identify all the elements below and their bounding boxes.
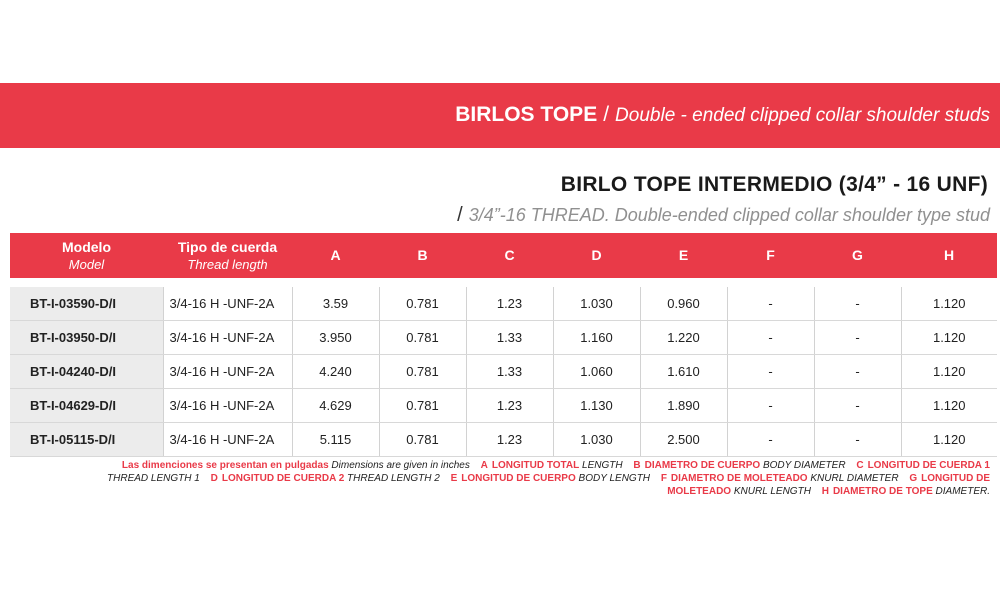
table-body bbox=[10, 283, 997, 457]
dimension-cell: 0.781 bbox=[379, 355, 466, 389]
dimension-cell: 1.030 bbox=[553, 423, 640, 457]
table-row bbox=[10, 423, 997, 457]
legend-key: E bbox=[450, 473, 458, 484]
column-header-sublabel: Model bbox=[68, 256, 105, 272]
legend-key: B bbox=[633, 460, 641, 471]
dimension-cell: 1.610 bbox=[640, 355, 727, 389]
notes-intro-en: Dimensions are given in inches bbox=[331, 460, 470, 471]
model-cell: BT-I-04240-D/I bbox=[10, 355, 163, 389]
dimension-cell: 1.220 bbox=[640, 321, 727, 355]
dimension-cell: 2.500 bbox=[640, 423, 727, 457]
column-header bbox=[553, 233, 640, 283]
legend-key: C bbox=[856, 460, 864, 471]
legend-label-es: LONGITUD DE CUERDA 2 bbox=[221, 473, 345, 484]
column-header-label: D bbox=[591, 247, 602, 263]
column-header-sublabel: Thread length bbox=[187, 256, 268, 272]
legend-label-en: LENGTH bbox=[582, 460, 623, 471]
column-header bbox=[814, 233, 901, 283]
table-row bbox=[10, 389, 997, 423]
dimension-cell: 0.781 bbox=[379, 321, 466, 355]
legend-label-en: DIAMETER. bbox=[935, 486, 990, 497]
thread-cell: 3/4-16 H -UNF-2A bbox=[163, 423, 292, 457]
column-header-label: G bbox=[852, 247, 863, 263]
legend-key: A bbox=[480, 460, 488, 471]
section-title: BIRLO TOPE INTERMEDIO (3/4” - 16 UNF) bbox=[560, 173, 988, 196]
legend-label-en: BODY DIAMETER bbox=[762, 460, 846, 471]
dimension-cell: 1.23 bbox=[466, 283, 553, 321]
legend-key: G bbox=[909, 473, 918, 484]
table-header-row bbox=[10, 233, 997, 283]
specs-table bbox=[10, 233, 997, 457]
table-row bbox=[10, 355, 997, 389]
legend-label-en: KNURL LENGTH bbox=[733, 486, 811, 497]
dimension-cell: - bbox=[814, 423, 901, 457]
column-header-label: Modelo bbox=[62, 238, 111, 255]
column-header bbox=[10, 233, 163, 283]
legend-label-es: DIAMETRO DE TOPE bbox=[832, 486, 933, 497]
dimension-cell: 1.33 bbox=[466, 355, 553, 389]
section-subtitle: 3/4”-16 THREAD. Double-ended clipped collar shoulder type stud bbox=[468, 205, 990, 225]
dimension-cell: 0.781 bbox=[379, 389, 466, 423]
legend-label-es: LONGITUD TOTAL bbox=[491, 460, 580, 471]
dimension-cell: - bbox=[814, 389, 901, 423]
legend-key: H bbox=[821, 486, 829, 497]
dimension-cell: 1.23 bbox=[466, 389, 553, 423]
thread-cell: 3/4-16 H -UNF-2A bbox=[163, 355, 292, 389]
dimension-cell: 4.240 bbox=[292, 355, 379, 389]
column-header-label: A bbox=[330, 247, 341, 263]
dimension-cell: 1.120 bbox=[901, 389, 997, 423]
banner-heading bbox=[455, 103, 990, 128]
header-banner bbox=[0, 83, 1000, 148]
dimension-cell: 1.120 bbox=[901, 355, 997, 389]
dimension-cell: 1.130 bbox=[553, 389, 640, 423]
dimension-cell: 1.060 bbox=[553, 355, 640, 389]
dimension-cell: - bbox=[727, 283, 814, 321]
dimension-cell: 1.120 bbox=[901, 423, 997, 457]
column-header bbox=[379, 233, 466, 283]
legend-label-es: LONGITUD DE MOLETEADO bbox=[667, 473, 990, 497]
column-header-label: H bbox=[943, 247, 955, 263]
column-header bbox=[901, 233, 997, 283]
dimension-cell: - bbox=[727, 423, 814, 457]
column-header bbox=[727, 233, 814, 283]
dimension-cell: 0.781 bbox=[379, 283, 466, 321]
legend-label-en: KNURL DIAMETER bbox=[810, 473, 899, 484]
dimension-cell: 1.120 bbox=[901, 321, 997, 355]
column-header-label: E bbox=[678, 247, 689, 263]
dimension-cell: 1.030 bbox=[553, 283, 640, 321]
dimension-cell: - bbox=[814, 321, 901, 355]
column-header-label: B bbox=[417, 247, 428, 263]
dimension-cell: 4.629 bbox=[292, 389, 379, 423]
thread-cell: 3/4-16 H -UNF-2A bbox=[163, 283, 292, 321]
legend-label-es: DIAMETRO DE MOLETEADO bbox=[670, 473, 808, 484]
column-header bbox=[292, 233, 379, 283]
section-subtitle-line bbox=[457, 204, 990, 227]
dimension-cell: - bbox=[727, 389, 814, 423]
model-cell: BT-I-05115-D/I bbox=[10, 423, 163, 457]
thread-cell: 3/4-16 H -UNF-2A bbox=[163, 321, 292, 355]
model-cell: BT-I-03950-D/I bbox=[10, 321, 163, 355]
legend-key: D bbox=[210, 473, 218, 484]
dimension-cell: 1.120 bbox=[901, 283, 997, 321]
dimension-cell: 0.960 bbox=[640, 283, 727, 321]
banner-subtitle: Double - ended clipped collar shoulder studs bbox=[615, 105, 990, 126]
column-header bbox=[640, 233, 727, 283]
legend-label-en: BODY LENGTH bbox=[578, 473, 651, 484]
dimension-cell: - bbox=[727, 321, 814, 355]
dimension-cell: 1.33 bbox=[466, 321, 553, 355]
dimension-cell: 0.781 bbox=[379, 423, 466, 457]
dimension-cell: 1.160 bbox=[553, 321, 640, 355]
column-header-label: C bbox=[504, 247, 515, 263]
dimension-notes bbox=[90, 459, 990, 498]
table-row bbox=[10, 321, 997, 355]
legend-label-en: THREAD LENGTH 2 bbox=[347, 473, 440, 484]
banner-separator: / bbox=[603, 103, 610, 126]
dimension-cell: 1.23 bbox=[466, 423, 553, 457]
model-cell: BT-I-03590-D/I bbox=[10, 283, 163, 321]
dimension-cell: 5.115 bbox=[292, 423, 379, 457]
legend-label-es: LONGITUD DE CUERDA 1 bbox=[867, 460, 990, 471]
brand-title: BIRLOS TOPE bbox=[455, 103, 598, 126]
model-cell: BT-I-04629-D/I bbox=[10, 389, 163, 423]
legend-label-es: LONGITUD DE CUERPO bbox=[461, 473, 576, 484]
dimension-cell: - bbox=[814, 283, 901, 321]
thread-cell: 3/4-16 H -UNF-2A bbox=[163, 389, 292, 423]
dimension-cell: 3.59 bbox=[292, 283, 379, 321]
column-header-label: F bbox=[766, 247, 775, 263]
dimension-cell: 1.890 bbox=[640, 389, 727, 423]
legend-label-es: DIAMETRO DE CUERPO bbox=[644, 460, 761, 471]
legend-label-en: THREAD LENGTH 1 bbox=[107, 473, 200, 484]
column-header bbox=[466, 233, 553, 283]
legend-key: F bbox=[660, 473, 667, 484]
dimension-cell: - bbox=[727, 355, 814, 389]
notes-intro-es: Las dimenciones se presentan en pulgadas bbox=[121, 460, 329, 471]
column-header bbox=[163, 233, 292, 283]
column-header-label: Tipo de cuerda bbox=[177, 238, 278, 255]
subtitle-slash: / bbox=[457, 204, 463, 226]
dimension-cell: - bbox=[814, 355, 901, 389]
table-row bbox=[10, 283, 997, 321]
dimension-cell: 3.950 bbox=[292, 321, 379, 355]
